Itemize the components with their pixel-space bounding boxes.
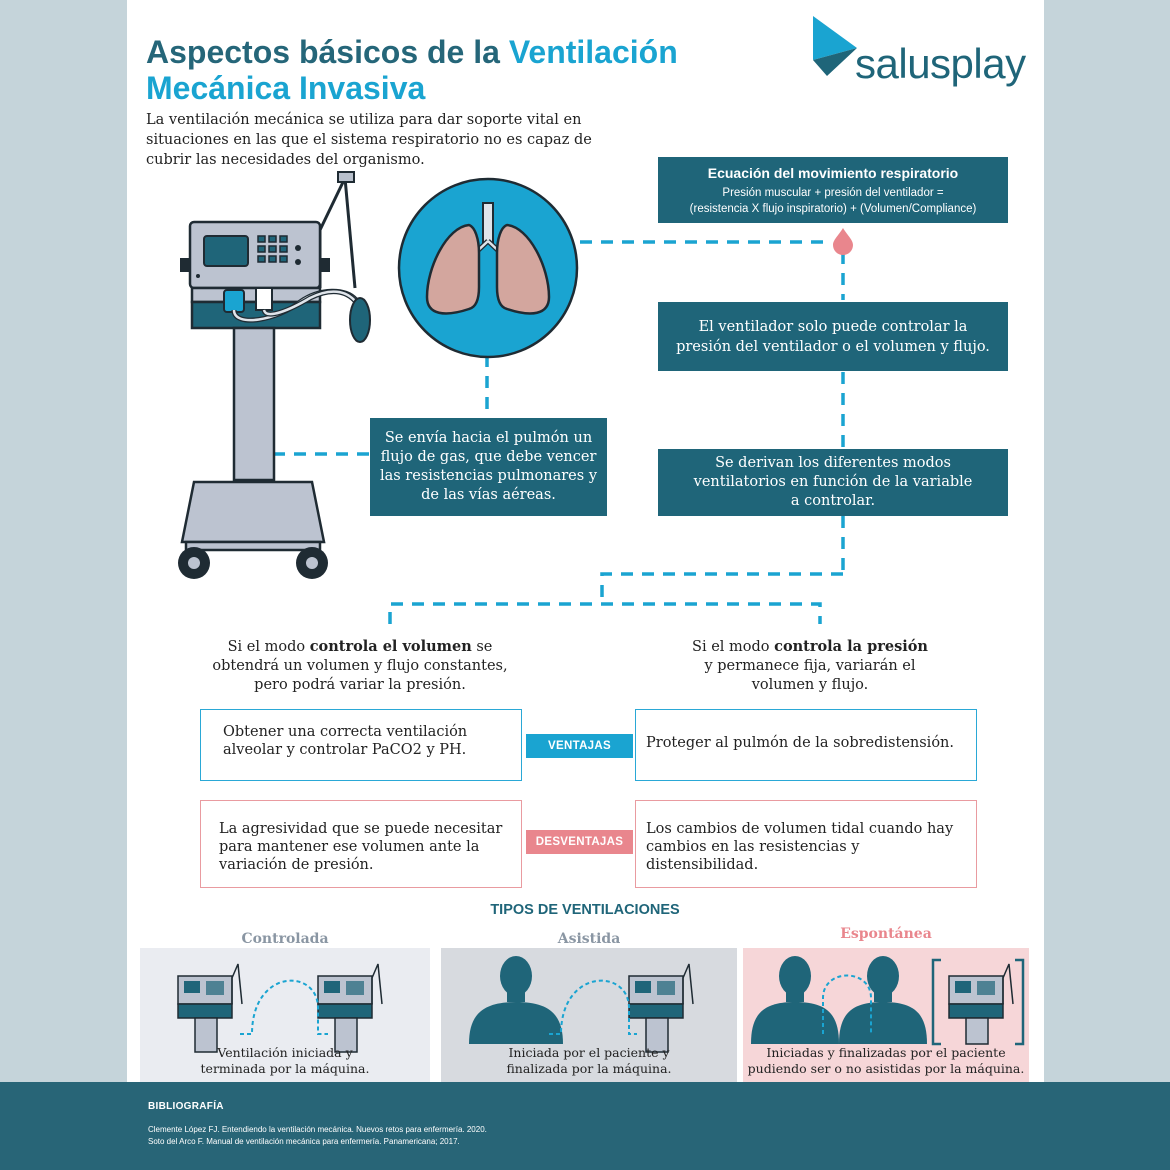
type-name-espontanea: Espontánea [840,926,932,942]
pressure-mode-line: y permanece fija, variarán el [704,658,916,674]
type-caption-espontanea [743,1045,1029,1077]
advantage-pressure-box [635,709,977,781]
caption-line: pudiendo ser o no asistidas por la máquina. [747,1061,1025,1076]
types-heading: TIPOS DE VENTILACIONES [490,902,680,918]
caption-line: Iniciadas y finalizadas por el paciente [766,1045,1006,1060]
disadvantage-pressure-line: cambios en las resistencias y distensibilidad. [646,839,860,873]
control-line: presión del ventilador o el volumen y flujo. [676,338,990,355]
control-box [658,302,1008,371]
type-caption-asistida [441,1045,737,1077]
ventilator-icon [170,170,385,585]
intro-line: situaciones en las que el sistema respiratorio no es capaz de [146,132,592,148]
advantages-label: VENTAJAS [526,734,633,758]
pressure-mode-text [650,637,970,695]
ventilator-icon [949,964,1013,1044]
equation-line: (resistencia X flujo inspiratorio) + (Volumen/Compliance) [689,202,977,215]
type-panel-espontanea [743,948,1029,1082]
gas-line: de las vías aéreas. [421,487,556,503]
disadvantage-volume-box [200,800,522,888]
intro-line: cubrir las necesidades del organismo. [146,152,425,168]
person-icon [839,956,927,1044]
disadvantages-label: DESVENTAJAS [526,830,633,854]
ventilator-icon [629,964,693,1052]
advantage-pressure-line: Proteger al pulmón de la sobredistensión. [646,735,954,751]
disadvantage-volume-line: variación de presión. [219,857,374,873]
pressure-mode-line: volumen y flujo. [751,677,869,693]
modes-line: ventilatorios en función de la variable [693,474,973,490]
title-line-2: Mecánica Invasiva [146,70,426,106]
disadvantage-pressure-line: Los cambios de volumen tidal cuando hay [646,821,954,837]
disadvantage-volume-line: La agresividad que se puede necesitar [219,821,503,837]
caption-line: Ventilación iniciada y [217,1045,353,1060]
type-name-controlada: Controlada [241,931,329,947]
title-part-1: Aspectos básicos de la [146,34,509,70]
type-panel-controlada [140,948,430,1082]
equation-line: Presión muscular + presión del ventilador = [722,186,944,199]
bibliography-ref: Clemente López FJ. Entendiendo la ventilación mecánica. Nuevos retos para enfermería. 2020. [148,1125,487,1134]
bibliography-footer [0,1082,1170,1170]
person-icon [751,956,839,1044]
bibliography-refs [148,1124,487,1148]
pressure-mode-bold: controla la presión [774,638,928,655]
person-icon [469,956,563,1044]
equation-box [658,157,1008,223]
volume-mode-bold: controla el volumen [309,638,472,655]
modes-line: a controlar. [790,493,876,509]
advantage-volume-box [200,709,522,781]
ventilator-icon [178,964,242,1052]
bracket-right-icon [1015,960,1023,1044]
brand-name: salusplay [855,40,1026,87]
gas-line: flujo de gas, que debe vencer [380,449,597,465]
caption-line: finalizada por la máquina. [506,1061,672,1076]
caption-line: terminada por la máquina. [200,1061,370,1076]
lungs-icon [397,177,579,359]
bracket-left-icon [933,960,941,1044]
disadvantage-volume-line: para mantener ese volumen ante la [219,839,480,855]
advantage-volume-line: Obtener una correcta ventilación [223,724,468,740]
caption-line: Iniciada por el paciente y [508,1045,670,1060]
title-part-2: Ventilación [508,34,678,70]
modes-line: Se derivan los diferentes modos [715,455,951,471]
ventilator-icon [318,964,382,1052]
type-panel-asistida [441,948,737,1082]
volume-mode-line: obtendrá un volumen y flujo constantes, [212,658,508,674]
disadvantage-pressure-box [635,800,977,888]
control-line: El ventilador solo puede controlar la [698,318,968,335]
advantage-volume-line: alveolar y controlar PaCO2 y PH. [223,742,467,758]
modes-box [658,449,1008,516]
type-name-asistida: Asistida [557,931,621,947]
intro-line: La ventilación mecánica se utiliza para dar soporte vital en [146,112,582,128]
volume-mode-line: pero podrá variar la presión. [254,677,466,693]
type-caption-controlada [140,1045,430,1077]
drop-marker-icon [833,228,853,255]
equation-title: Ecuación del movimiento respiratorio [707,164,959,181]
volume-mode-text [200,637,520,695]
bibliography-ref: Soto del Arco F. Manual de ventilación mecánica para enfermería. Panamericana; 2017. [148,1137,460,1146]
gas-flow-box [370,418,607,516]
pressure-mode-pre: Si el modo [692,639,775,655]
gas-line: Se envía hacia el pulmón un [384,430,593,446]
bibliography-heading: BIBLIOGRAFÍA [148,1101,224,1112]
volume-mode-pre: Si el modo [227,639,310,655]
volume-mode-post: se [471,639,493,655]
gas-line: las resistencias pulmonares y [379,468,598,484]
